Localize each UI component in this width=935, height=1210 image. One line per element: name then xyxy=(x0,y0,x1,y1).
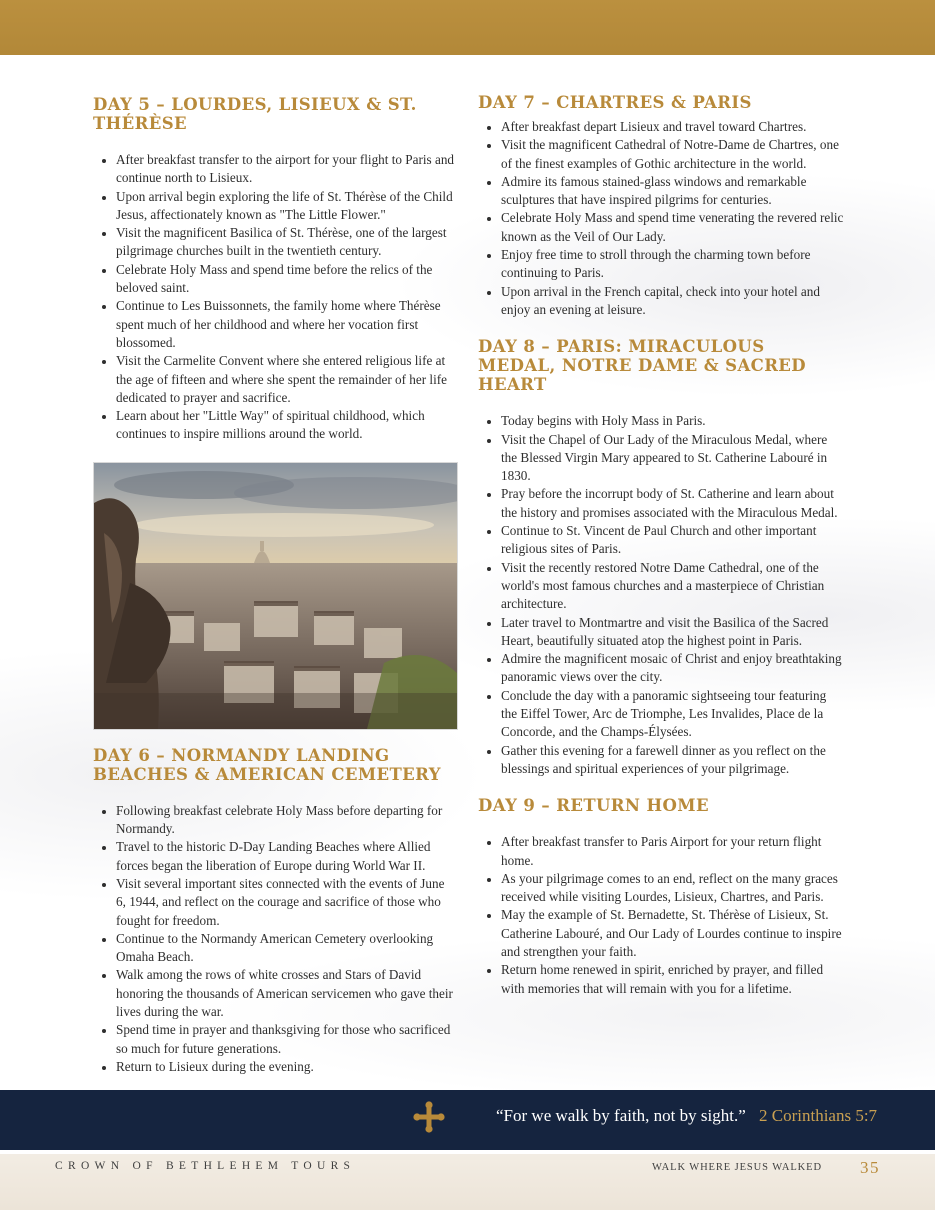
scripture-reference: 2 Corinthians 5:7 xyxy=(759,1106,878,1125)
paris-panorama-photo xyxy=(93,462,458,730)
day8-title: DAY 8 – PARIS: MIRACULOUS MEDAL, NOTRE DAME & SACRED HEART xyxy=(478,337,806,395)
tagline: WALK WHERE JESUS WALKED xyxy=(652,1162,822,1173)
list-item: • Visit the magnificent Cathedral of Notre-Dame de Chartres, one of the finest examples of Gothic architecture in the world. xyxy=(501,136,844,173)
fleur-cross-icon xyxy=(413,1101,445,1133)
scripture-quote: “For we walk by faith, not by sight.” xyxy=(496,1106,746,1125)
day5-title: DAY 5 – LOURDES, LISIEUX & ST. THÉRÈSE xyxy=(93,95,417,133)
day9-list xyxy=(478,833,844,998)
list-item: • Celebrate Holy Mass and spend time before the relics of the beloved saint. xyxy=(116,261,457,298)
list-item: • Visit several important sites connected with the events of June 6, 1944, and reflect on the courage and sacrifice of those who fought for freedom. xyxy=(116,875,457,930)
list-item: • Upon arrival begin exploring the life of St. Thérèse of the Child Jesus, affectionately known as "The Little Flower." xyxy=(116,188,457,225)
page-number: 35 xyxy=(860,1158,880,1177)
day6-title: DAY 6 – NORMANDY LANDING BEACHES & AMERICAN CEMETERY xyxy=(93,745,441,784)
footer-strip xyxy=(0,1150,935,1210)
list-item: • Enjoy free time to stroll through the charming town before continuing to Paris. xyxy=(501,246,844,283)
list-item: • Continue to St. Vincent de Paul Church and other important religious sites of Paris. xyxy=(501,522,844,559)
list-item: • Visit the Chapel of Our Lady of the Miraculous Medal, where the Blessed Virgin Mary appeared to St. Catherine Labouré in 1830. xyxy=(501,431,844,486)
list-item: • Gather this evening for a farewell dinner as you reflect on the blessings and spiritual experiences of your pilgrimage. xyxy=(501,742,844,779)
list-item: • After breakfast transfer to the airport for your flight to Paris and continue north to Lisieux. xyxy=(116,151,457,188)
list-item: • Admire its famous stained-glass windows and remarkable sculptures that have inspired pilgrims for centuries. xyxy=(501,173,844,210)
list-item: • Pray before the incorrupt body of St. Catherine and learn about the history and promises associated with the Miraculous Medal. xyxy=(501,485,844,522)
list-item: • After breakfast transfer to Paris Airport for your return flight home. xyxy=(501,833,844,870)
day7-section xyxy=(478,93,844,319)
list-item: • Travel to the historic D-Day Landing Beaches where Allied forces began the liberation of Europe during World War II. xyxy=(116,838,457,875)
list-item: • Spend time in prayer and thanksgiving for those who sacrificed so much for future generations. xyxy=(116,1021,457,1058)
day8-section xyxy=(478,337,844,778)
day7-title: DAY 7 – CHARTRES & PARIS xyxy=(478,93,752,112)
list-item: • Admire the magnificent mosaic of Christ and enjoy breathtaking panoramic views over the city. xyxy=(501,650,844,687)
day6-section xyxy=(93,746,457,1076)
top-header-bar xyxy=(0,0,935,55)
brand-name: CROWN OF BETHLEHEM TOURS xyxy=(55,1160,356,1172)
day9-section xyxy=(478,796,844,998)
list-item: • As your pilgrimage comes to an end, reflect on the many graces received while visiting Lourdes, Lisieux, Chartres, and Paris. xyxy=(501,870,844,907)
day6-list xyxy=(93,802,457,1076)
list-item: • Return home renewed in spirit, enriched by prayer, and filled with memories that will remain with you for a lifetime. xyxy=(501,961,844,998)
list-item: • Following breakfast celebrate Holy Mass before departing for Normandy. xyxy=(116,802,457,839)
paris-panorama-gargoyle-photo xyxy=(94,463,457,729)
list-item: • Learn about her "Little Way" of spiritual childhood, which continues to inspire millions around the world. xyxy=(116,407,457,444)
list-item: • Continue to the Normandy American Cemetery overlooking Omaha Beach. xyxy=(116,930,457,967)
list-item: • Return to Lisieux during the evening. xyxy=(116,1058,457,1076)
left-column xyxy=(93,95,457,1076)
day8-list xyxy=(478,412,844,778)
day5-list xyxy=(93,151,457,444)
list-item: • Visit the Carmelite Convent where she entered religious life at the age of fifteen and where she spent the remainder of her life dedicated to prayer and sacrifice. xyxy=(116,352,457,407)
day7-list xyxy=(478,118,844,319)
list-item: • Celebrate Holy Mass and spend time venerating the revered relic known as the Veil of Our Lady. xyxy=(501,209,844,246)
list-item: • Later travel to Montmartre and visit the Basilica of the Sacred Heart, beautifully situated atop the highest point in Paris. xyxy=(501,614,844,651)
list-item: • Visit the magnificent Basilica of St. Thérèse, one of the largest pilgrimage churches built in the twentieth century. xyxy=(116,224,457,261)
day5-section xyxy=(93,95,457,444)
list-item: • Visit the recently restored Notre Dame Cathedral, one of the world's most famous churches and a masterpiece of Christian architecture. xyxy=(501,559,844,614)
list-item: • May the example of St. Bernadette, St. Thérèse of Lisieux, St. Catherine Labouré, and Our Lady of Lourdes continue to inspire and strengthen your faith. xyxy=(501,906,844,961)
list-item: • Walk among the rows of white crosses and Stars of David honoring the thousands of American servicemen who gave their lives during the war. xyxy=(116,966,457,1021)
list-item: • After breakfast depart Lisieux and travel toward Chartres. xyxy=(501,118,844,136)
right-column xyxy=(478,93,844,998)
list-item: • Upon arrival in the French capital, check into your hotel and enjoy an evening at leisure. xyxy=(501,283,844,320)
list-item: • Conclude the day with a panoramic sightseeing tour featuring the Eiffel Tower, Arc de Triomphe, Les Invalides, Place de la Concorde, and the Champs-Élysées. xyxy=(501,687,844,742)
list-item: • Continue to Les Buissonnets, the family home where Thérèse spent much of her childhood and where her vocation first blossomed. xyxy=(116,297,457,352)
list-item: • Today begins with Holy Mass in Paris. xyxy=(501,412,844,430)
day9-title: DAY 9 – RETURN HOME xyxy=(478,796,709,816)
